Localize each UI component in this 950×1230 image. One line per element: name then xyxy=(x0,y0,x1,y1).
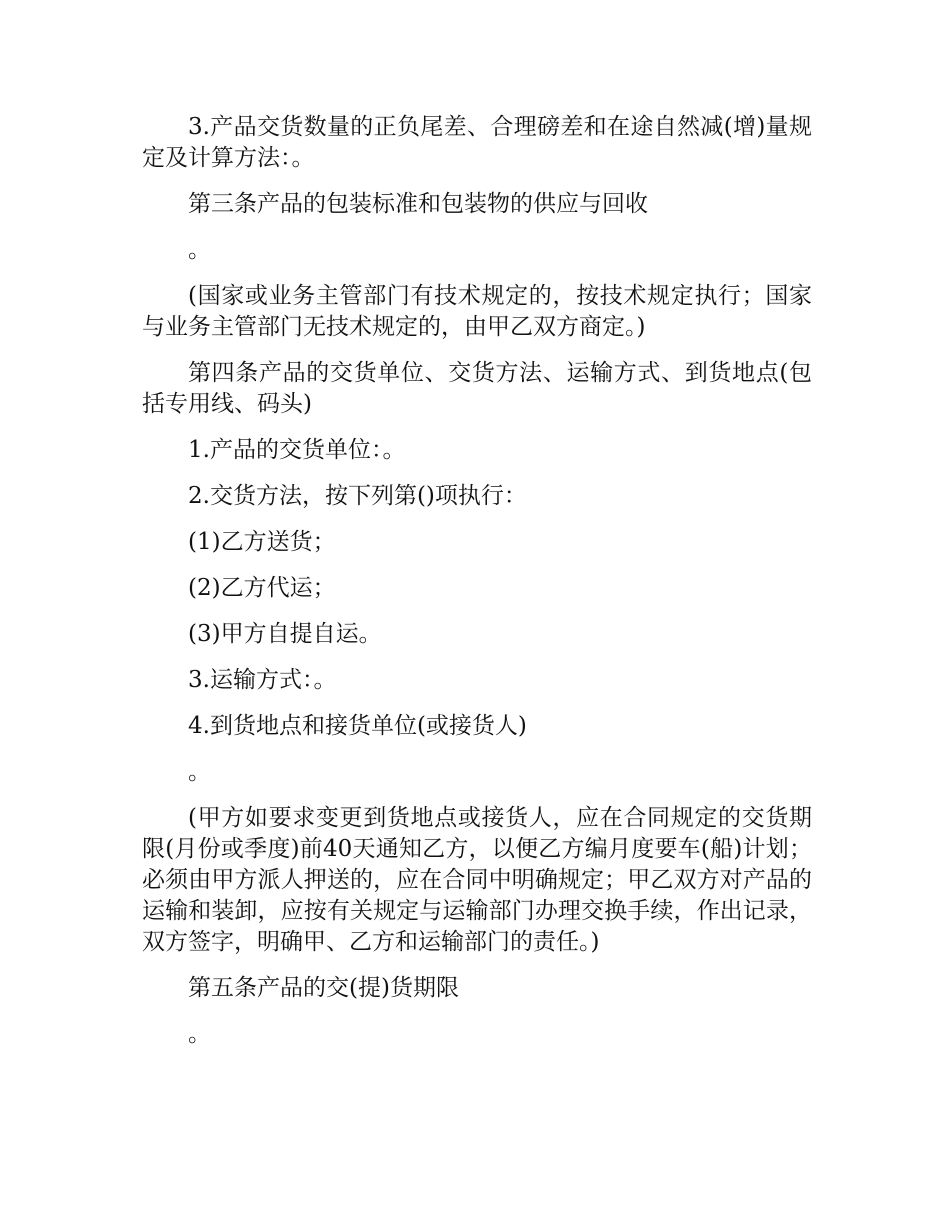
delivery-method-item: 2.交货方法，按下列第()项执行： xyxy=(188,483,527,509)
document-body xyxy=(142,112,812,1065)
arrival-location-item: 4.到货地点和接货单位(或接货人) xyxy=(188,713,527,739)
article-4-heading: 第四条产品的交货单位、交货方法、运输方式、到货地点(包括专用线、码头) xyxy=(142,360,812,417)
delivery-option-2: (2)乙方代运； xyxy=(188,575,336,601)
article-5-heading: 第五条产品的交(提)货期限 xyxy=(188,975,459,1001)
blank-fill-line: 。 xyxy=(188,237,211,263)
transport-mode-item: 3.运输方式：。 xyxy=(188,667,337,693)
paragraph-quantity-tolerance: 3.产品交货数量的正负尾差、合理磅差和在途自然减(增)量规定及计算方法：。 xyxy=(142,114,812,171)
blank-fill-line: 。 xyxy=(188,759,211,785)
delivery-option-1: (1)乙方送货； xyxy=(188,529,336,555)
blank-fill-line: 。 xyxy=(188,1021,211,1047)
article-3-heading: 第三条产品的包装标准和包装物的供应与回收 xyxy=(188,191,648,217)
delivery-change-note: (甲方如要求变更到货地点或接货人，应在合同规定的交货期限(月份或季度)前40天通知乙方，以便乙方编月度要车(船)计划；必须由甲方派人押送的，应在合同中明确规定；甲乙双方对产品的运输和装卸，应按有关规定与运输部门办理交换手续，作出记录，双方签字，明确甲、乙方和运输部门的责任。) xyxy=(142,805,812,955)
packaging-note: (国家或业务主管部门有技术规定的，按技术规定执行；国家与业务主管部门无技术规定的，由甲乙双方商定。) xyxy=(142,283,812,340)
delivery-option-3: (3)甲方自提自运。 xyxy=(188,621,382,647)
delivery-unit-item: 1.产品的交货单位：。 xyxy=(188,437,406,463)
